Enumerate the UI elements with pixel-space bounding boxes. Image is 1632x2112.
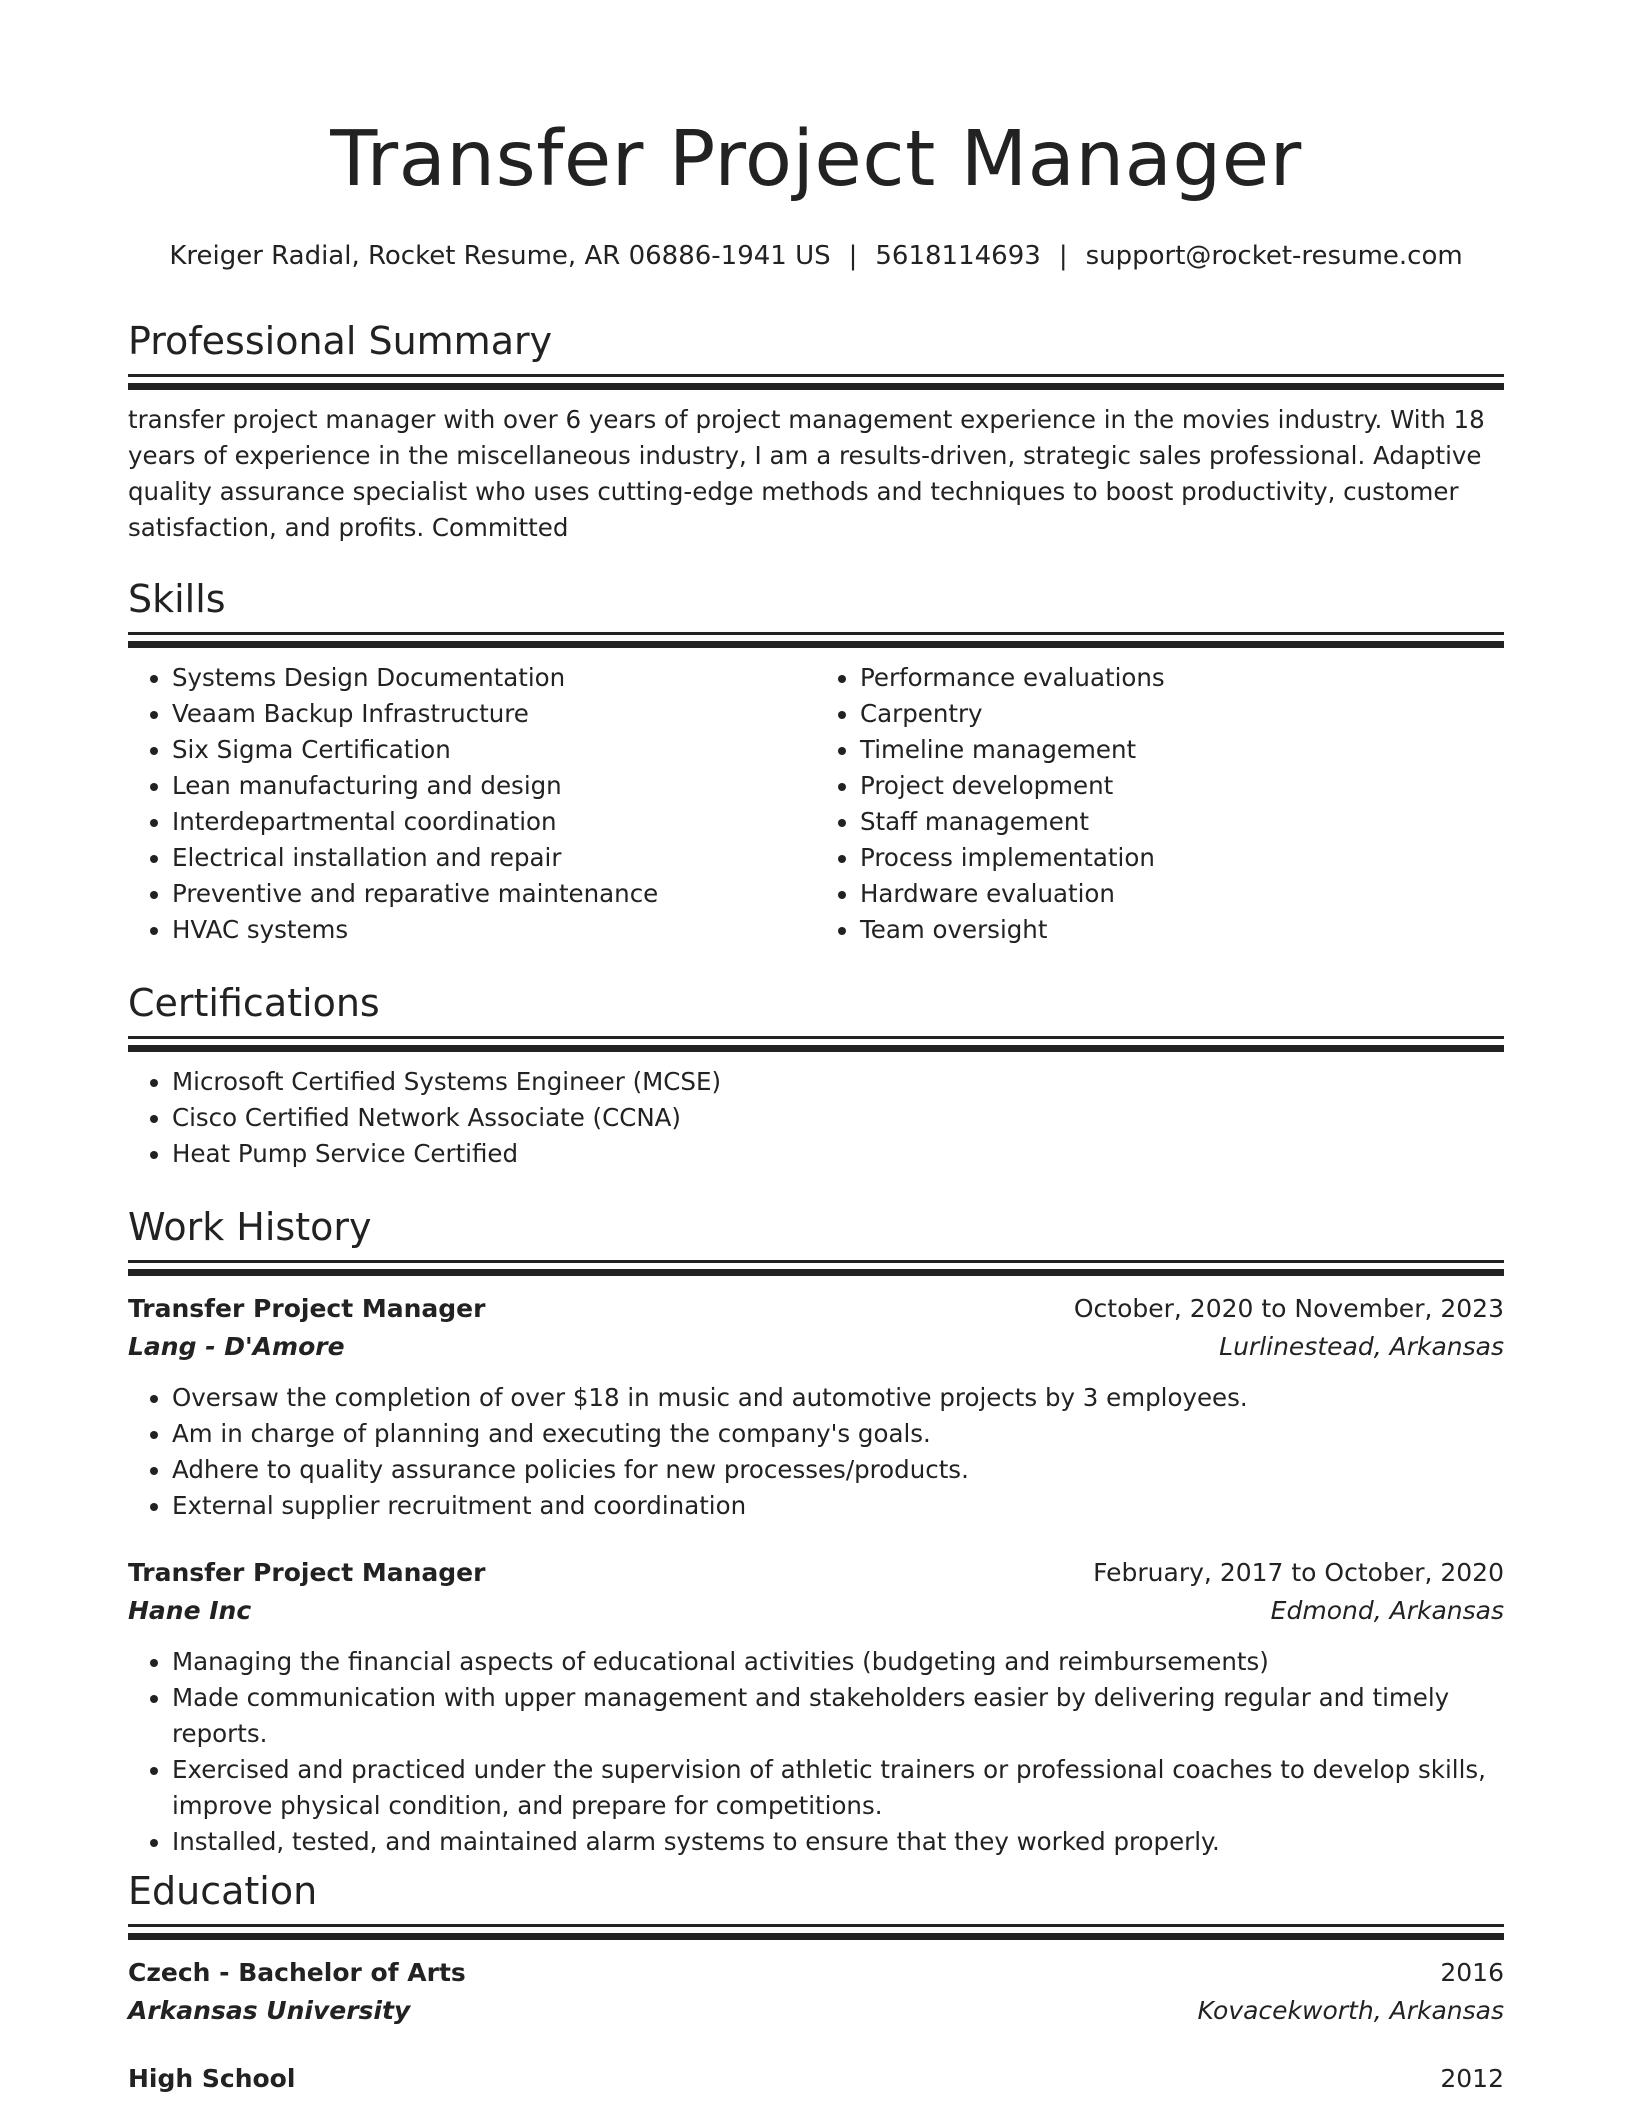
- certification-item: • Microsoft Certified Systems Engineer (MCSE): [172, 1064, 1504, 1100]
- job-entry: [128, 1290, 1504, 1524]
- certifications-list: [128, 1064, 1504, 1172]
- divider: [128, 1924, 1504, 1927]
- section-heading: Skills: [128, 577, 226, 621]
- job-dates: February, 2017 to October, 2020: [1093, 1558, 1504, 1587]
- job-title: Transfer Project Manager: [128, 1558, 486, 1587]
- job-bullet: • Am in charge of planning and executing the company's goals.: [172, 1416, 1504, 1452]
- job-bullets: [128, 1380, 1504, 1524]
- skill-item: • Hardware evaluation: [860, 876, 1504, 912]
- job-bullet: • Oversaw the completion of over $18 in music and automotive projects by 3 employees.: [172, 1380, 1504, 1416]
- section-heading: Professional Summary: [128, 319, 553, 363]
- skills-list-left: [128, 660, 816, 948]
- job-bullet: • Made communication with upper management and stakeholders easier by delivering regular and timely reports.: [172, 1680, 1504, 1752]
- skills-list-right: [816, 660, 1504, 948]
- skill-item: • Preventive and reparative maintenance: [172, 876, 816, 912]
- education-subheader: [128, 1992, 1504, 2030]
- degree: High School: [128, 2064, 296, 2093]
- skill-item: • HVAC systems: [172, 912, 816, 948]
- skill-item: • Veaam Backup Infrastructure: [172, 696, 816, 732]
- certification-item: • Heat Pump Service Certified: [172, 1136, 1504, 1172]
- divider: [128, 632, 1504, 635]
- company-name: Hane Inc: [128, 1596, 252, 1625]
- contact-line: [128, 240, 1504, 272]
- divider: [128, 1933, 1504, 1940]
- job-bullet: • External supplier recruitment and coordination: [172, 1488, 1504, 1524]
- degree: Czech - Bachelor of Arts: [128, 1958, 466, 1987]
- education-header: [128, 1954, 1504, 1992]
- school-name: Arkansas University: [128, 1996, 411, 2025]
- job-subheader: [128, 1328, 1504, 1366]
- job-subheader: [128, 1592, 1504, 1630]
- graduation-year: 2012: [1440, 2064, 1504, 2093]
- job-bullet: • Installed, tested, and maintained alarm systems to ensure that they worked properly.: [172, 1824, 1504, 1860]
- phone[interactable]: 5618114693: [875, 241, 1041, 271]
- divider: [128, 1036, 1504, 1039]
- divider: [128, 1260, 1504, 1263]
- divider: [128, 1269, 1504, 1276]
- section-heading: Certifications: [128, 981, 380, 1025]
- address: Kreiger Radial, Rocket Resume, AR 06886-1941 US: [169, 241, 831, 271]
- summary-text: transfer project manager with over 6 years of project management experience in the movies industry. With 18 years of experience in the miscellaneous industry, I am a results-driven, strategic sales professional. Adaptive quality assurance specialist who uses cutting-edge methods and techniques to boost productivity, customer satisfaction, and profits. Committed: [128, 405, 1485, 542]
- divider: [128, 641, 1504, 648]
- skills-section: [128, 576, 1504, 948]
- divider: [128, 383, 1504, 390]
- job-header: [128, 1290, 1504, 1328]
- job-bullets: [128, 1644, 1504, 1860]
- section-heading: Work History: [128, 1205, 372, 1249]
- company-name: Lang - D'Amore: [128, 1332, 345, 1361]
- divider: [128, 1045, 1504, 1052]
- skill-item: • Interdepartmental coordination: [172, 804, 816, 840]
- skill-item: • Systems Design Documentation: [172, 660, 816, 696]
- job-dates: October, 2020 to November, 2023: [1073, 1294, 1504, 1323]
- skills-columns: [128, 660, 1504, 948]
- school-location: Kovacekworth, Arkansas: [1197, 1996, 1504, 2025]
- graduation-year: 2016: [1440, 1958, 1504, 1987]
- job-entry: [128, 1554, 1504, 1860]
- email[interactable]: support@rocket-resume.com: [1085, 241, 1463, 271]
- certification-item: • Cisco Certified Network Associate (CCNA): [172, 1100, 1504, 1136]
- job-bullet: • Managing the financial aspects of educational activities (budgeting and reimbursements): [172, 1644, 1504, 1680]
- education-section: [128, 1868, 1504, 2098]
- section-heading: Education: [128, 1869, 318, 1913]
- skill-item: • Carpentry: [860, 696, 1504, 732]
- job-location: Lurlinestead, Arkansas: [1219, 1332, 1504, 1361]
- divider: [128, 374, 1504, 377]
- job-bullet: • Adhere to quality assurance policies for new processes/products.: [172, 1452, 1504, 1488]
- certifications-section: [128, 980, 1504, 1172]
- skill-item: • Performance evaluations: [860, 660, 1504, 696]
- education-header: [128, 2060, 1504, 2098]
- job-bullet: • Exercised and practiced under the supervision of athletic trainers or professional coaches to develop skills, improve physical condition, and prepare for competitions.: [172, 1752, 1504, 1824]
- skill-item: • Electrical installation and repair: [172, 840, 816, 876]
- job-location: Edmond, Arkansas: [1270, 1596, 1504, 1625]
- education-entry: [128, 1954, 1504, 2030]
- skill-item: • Process implementation: [860, 840, 1504, 876]
- job-header: [128, 1554, 1504, 1592]
- job-title: Transfer Project Manager: [128, 1294, 486, 1323]
- work-history-section: [128, 1204, 1504, 1860]
- resume-title: Transfer Project Manager: [330, 115, 1302, 204]
- skill-item: • Six Sigma Certification: [172, 732, 816, 768]
- separator: |: [848, 241, 858, 271]
- separator: |: [1058, 241, 1068, 271]
- skill-item: • Project development: [860, 768, 1504, 804]
- skill-item: • Lean manufacturing and design: [172, 768, 816, 804]
- skill-item: • Staff management: [860, 804, 1504, 840]
- skill-item: • Timeline management: [860, 732, 1504, 768]
- skill-item: • Team oversight: [860, 912, 1504, 948]
- summary-section: [128, 318, 1504, 546]
- education-entry: [128, 2060, 1504, 2098]
